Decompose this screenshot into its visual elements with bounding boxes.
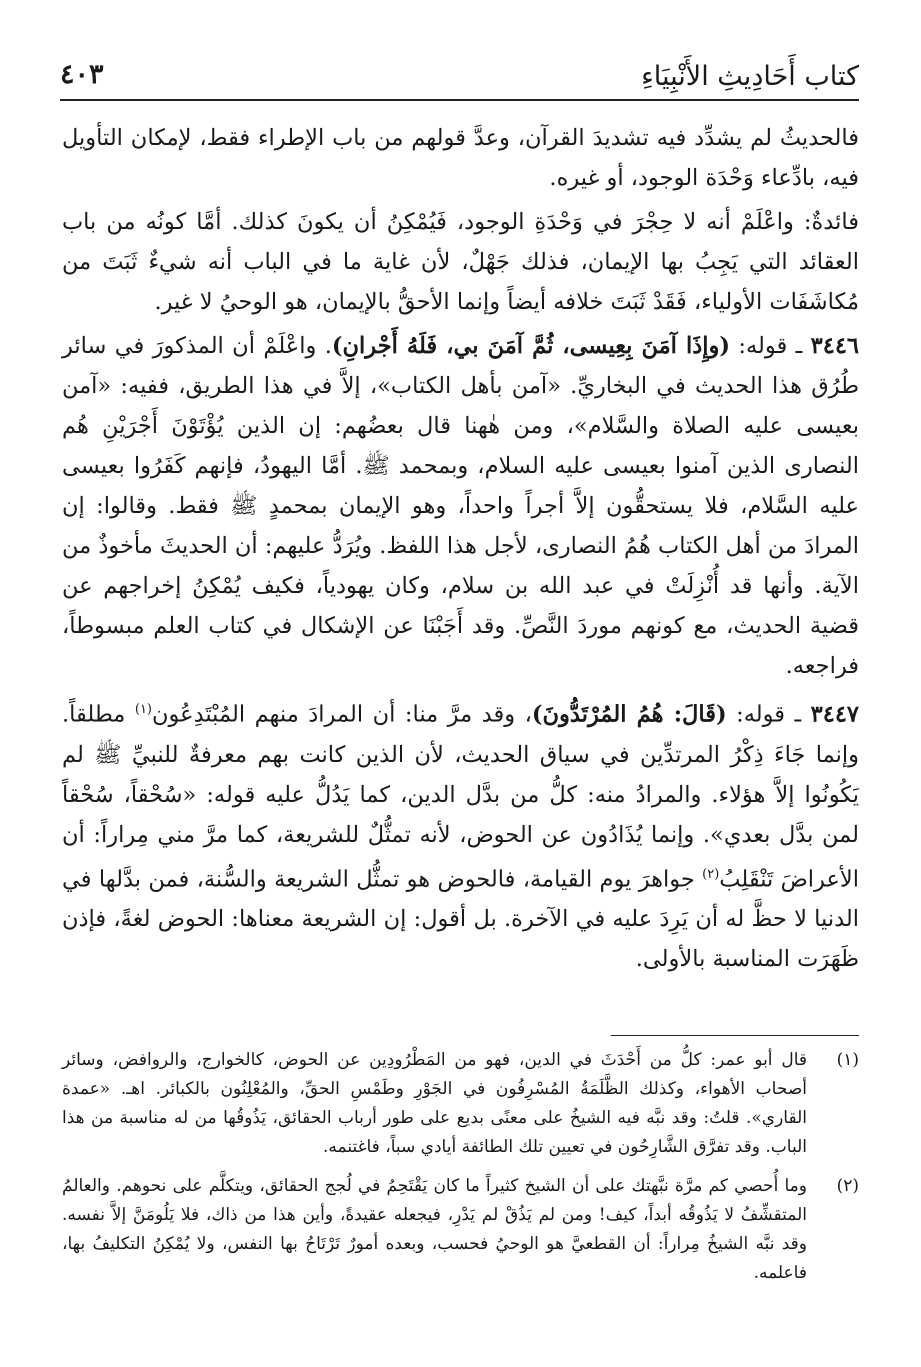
paragraph-2 — [62, 202, 859, 322]
footnote-mark: (٢) — [836, 1176, 859, 1196]
paragraph-lead: ـ قوله: — [730, 333, 811, 359]
paragraph-lead: ـ قوله: — [726, 701, 811, 728]
footnote-2 — [62, 1172, 859, 1288]
paragraph-text: فائدةٌ: واعْلَمْ أنه لا حِجْرَ في وَحْدَةِ الوجود، فَيُمْكِنُ أن يكونَ كذلك. أمَّا كونُه من باب العقائد التي يَجِبُ بها الإيمان، فذلك جَهْلٌ، لأن غاية ما في الباب أنه شيءٌ ثَبَتَ من مُكاشَفَات الأولياء، فَقَدْ ثَبَتَ خلافه أيضاً وإنما الأحقُّ بالإيمان، هو الوحيُ لا غير. — [62, 209, 859, 315]
paragraph-hadith-3447 — [62, 690, 859, 979]
page-number: ٤٠٣ — [60, 59, 104, 90]
paragraph-text: جواهرَ يوم القيامة، فالحوض هو تمثُّل الشريعة والسُّنة، فمن بدَّلها في الدنيا لا حظَّ له أن يَرِدَ عليه في الآخرة. بل أقول: إن الشريعة معناها: الحوض لغةً، فإذن ظَهَرَت المناسبة بالأولى. — [62, 866, 859, 972]
footnote-ref-2[interactable]: (٢) — [702, 866, 720, 882]
paragraph-1 — [62, 118, 859, 198]
paragraph-text: ، وقد مرَّ منا: أن المرادَ منهم المُبْتَدِعُون — [152, 701, 532, 728]
paragraph-text: . واعْلَمْ أن المذكورَ في سائر طُرُق هذا الحديث في البخاريِّ. «آمن بأهل الكتاب»، إلاَّ في هذا الطريق، ففيه: «آمن بعيسى عليه الصلاة والسَّلام»، ومن هٰهنا قال بعضُهم: إن الذين يُؤْتَوْنَ أَجْرَيْنِ هُم النصارى الذين آمنوا بعيسى عليه السلام، وبمحمد ﷺ. أمَّا اليهودُ، فإنهم كَفَرُوا بعيسى عليه السَّلام، فلا يستحقُّون إلاَّ أجراً واحداً، وهو الإيمان بمحمدٍ ﷺ فقط. وقالوا: إن المرادَ من أهل الكتاب هُمُ النصارى، لأجل هذا اللفظ. ويُرَدُّ عليهم: أن الحديثَ مأخوذٌ من الآية. وأنها قد أُنْزِلَتْ في عبد الله بن سلام، وكان يهودياً، فكيف يُمْكِنُ إخراجهم عن قضية الحديث، مع كونهم موردَ النَّصِّ. وقد أَجَبْنَا عن الإشكال في كتاب العلم مبسوطاً، فراجعه. — [62, 333, 859, 679]
hadith-number: ٣٤٤٦ — [810, 333, 859, 359]
hadith-quote: (وإِذَا آمَنَ بِعِيسى، ثُمَّ آمَنَ بي، فَلَهُ أَجْرانِ) — [331, 333, 731, 359]
footnotes — [62, 1046, 859, 1298]
running-header — [60, 55, 859, 101]
hadith-number: ٣٤٤٧ — [810, 701, 859, 728]
header-title: كتاب أَحَادِيثِ الأَنْبِيَاءِ — [641, 61, 859, 92]
paragraph-text: فالحديثُ لم يشدِّد فيه تشديدَ القرآن، وعدَّ قولهم من باب الإطراء فقط، لإمكان التأويل فيه، بادِّعاء وَحْدَة الوجود، أو غيره. — [62, 125, 859, 191]
paragraph-hadith-3446 — [62, 326, 859, 686]
hadith-quote: (قَالَ: هُمُ المُرْتَدُّونَ) — [531, 701, 727, 728]
paragraph-text: مطلقاً. وإنما جَاءَ ذِكْرُ المرتدِّين في سياق الحديث، لأن الذين كانت بهم معرفةٌ للنبيِّ ﷺ لم يَكُونُوا إلاَّ هؤلاء. والمرادُ منه: كلُّ من بدَّل الدين، كما يَدُلُّ عليه قوله: «سُحْقاً، سُحْقاً لمن بدَّل بعدي». وإنما يُذَادُون عن الحوض، لأنه تمثُّلٌ للشريعة، كما مرَّ مني مِراراً: أن الأعراضَ تَنْقَلِبُ — [62, 701, 859, 892]
footnote-ref-1[interactable]: (١) — [134, 702, 152, 717]
footnote-text: وما أُحصي كم مرَّة نبَّهتك على أن الشيخ كثيراً ما كان يَقْتَحِمُ في لُجج الحقائق، ويتكلَّم على نحوهم. والعالمُ المتقشِّفُ لا يَذُوقُه أبداً، كيف! ومن لم يَذُقْ لم يَدْرِ، فيجعله عقيدةً، وأين هذا من ذاك، فلا يَلُومَنَّ إلاَّ نفسه. وقد نبَّه الشيخُ مِراراً: أن القطعيَّ هو الوحيُ فحسب، وبعده أمورٌ تَرْتَاحُ بها النفس، ولا يُمْكِنُ التكليفُ بها، فاعلمه. — [62, 1176, 807, 1283]
footnote-1 — [62, 1046, 859, 1162]
footnote-mark: (١) — [836, 1050, 859, 1070]
footnote-text: قال أبو عمر: كلُّ من أَحْدَثَ في الدين، فهو من المَطْرُودِين عن الحوض، كالخوارج، والروافض، وسائر أصحاب الأهواء، وكذلك الظَّلَمَةُ المُسْرِفُون في الجَوْرِ وطَمْسِ الحقِّ، والمُعْلِنُون بالكبائر. اهـ. «عمدة القاري». قلتُ: وقد نبَّه فيه الشيخُ على معنًى بديع على طور أرباب الحقائق، يَذُوقُها من له مناسبة من هذا الباب. وقد تفرَّق الشَّارِحُون في تعيين تلك الطائفة أيادي سباً، فاغتنمه. — [62, 1050, 807, 1157]
main-text — [62, 118, 859, 979]
footnote-divider — [611, 1035, 859, 1036]
header-divider — [60, 99, 859, 101]
